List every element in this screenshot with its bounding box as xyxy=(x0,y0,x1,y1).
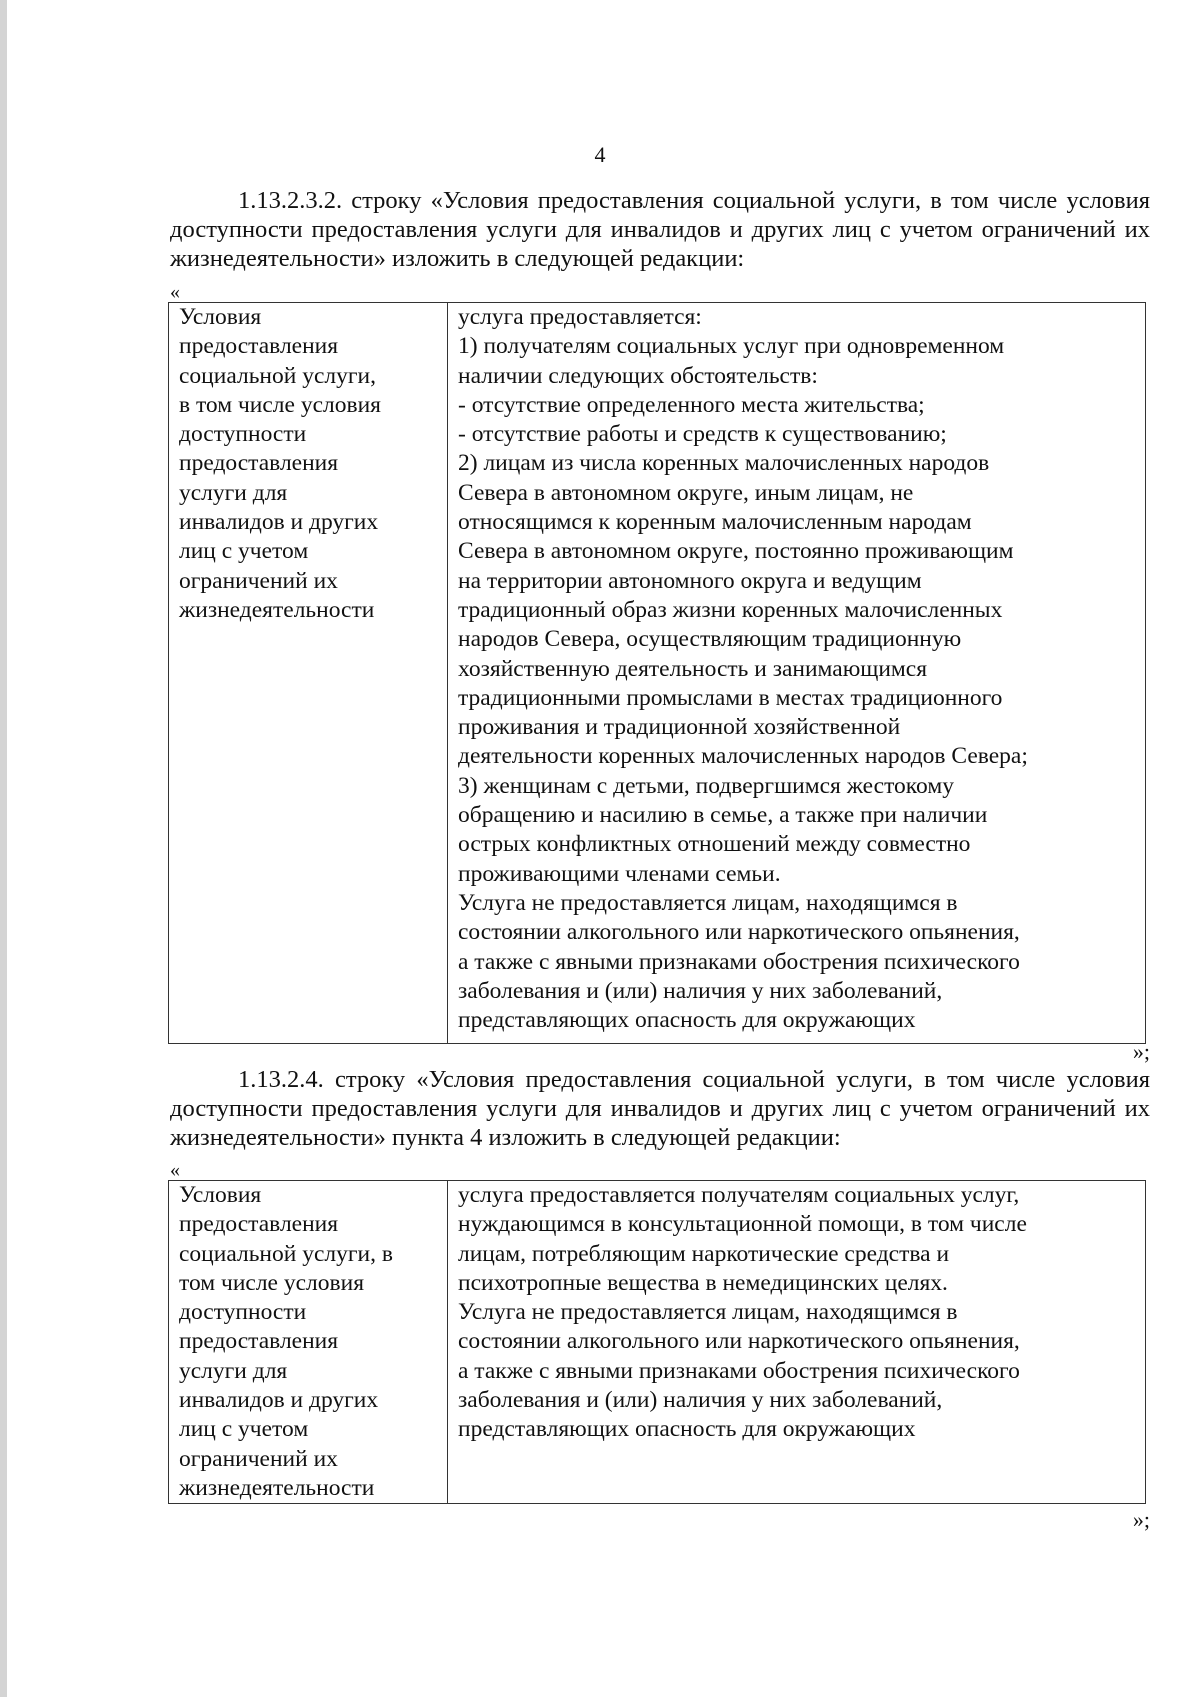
section1-close-quote: »; xyxy=(1132,1039,1150,1064)
right-line: заболевания и (или) наличия у них заболеваний, xyxy=(458,977,943,1004)
left-line: предоставления xyxy=(179,450,339,477)
left-line: доступности xyxy=(179,1299,307,1326)
section2-close-quote: »; xyxy=(1132,1507,1150,1532)
left-line: предоставления xyxy=(179,333,339,360)
right-line: 1) получателям социальных услуг при одновременном xyxy=(458,333,1005,360)
left-line: ограничений их xyxy=(179,1445,338,1472)
page-number: 4 xyxy=(594,142,606,167)
left-line: в том числе условия xyxy=(179,391,381,418)
section1-open-quote: « xyxy=(170,281,180,303)
right-line: народов Севера, осуществляющим традиционную xyxy=(458,626,962,653)
right-line: 2) лицам из числа коренных малочисленных народов xyxy=(458,450,990,477)
left-line: Условия xyxy=(179,1182,262,1208)
right-line: Услуга не предоставляется лицам, находящимся в xyxy=(458,889,958,916)
right-line: услуга предоставляется: xyxy=(458,304,702,330)
left-line: лиц с учетом xyxy=(179,1416,309,1443)
section2-intro: 1.13.2.4. строку «Условия предоставления социальной услуги, в том числе условия доступности предоставления услуги для инвалидов и других лиц с учетом ограничений их жизнедеятельности» пункта 4 изложить в следующей редакции: xyxy=(170,1066,1150,1151)
right-line: - отсутствие определенного места жительства; xyxy=(458,391,925,418)
section2-left-cell xyxy=(169,1181,448,1504)
section1-table xyxy=(168,302,1146,1044)
table-row xyxy=(169,1181,1146,1504)
right-line: проживания и традиционной хозяйственной xyxy=(458,714,901,741)
right-line: а также с явными признаками обострения психического xyxy=(458,1357,1020,1384)
left-line: социальной услуги, xyxy=(179,362,376,389)
right-line: традиционными промыслами в местах традиционного xyxy=(458,684,1003,711)
left-line: жизнедеятельности xyxy=(179,596,375,623)
section2-right-cell xyxy=(448,1181,1146,1504)
left-line: предоставления xyxy=(179,1328,339,1355)
left-line: социальной услуги, в xyxy=(179,1240,393,1267)
right-line: представляющих опасность для окружающих xyxy=(458,1007,916,1034)
right-line: относящимся к коренным малочисленным народам xyxy=(458,509,972,536)
right-line: Севера в автономном округе, иным лицам, не xyxy=(458,479,914,506)
right-line: проживающими членами семьи. xyxy=(458,860,781,887)
table-row xyxy=(169,303,1146,1044)
section1-intro: 1.13.2.3.2. строку «Условия предоставления социальной услуги, в том числе условия доступности предоставления услуги для инвалидов и других лиц с учетом ограничений их жизнедеятельности» изложить в следующей редакции: xyxy=(170,187,1150,272)
section1-right-cell xyxy=(448,303,1146,1044)
right-line: а также с явными признаками обострения психического xyxy=(458,948,1020,975)
right-line: 3) женщинам с детьми, подвергшимся жестокому xyxy=(458,772,954,799)
right-line: традиционный образ жизни коренных малочисленных xyxy=(458,596,1003,623)
right-line: деятельности коренных малочисленных народов Севера; xyxy=(458,743,1028,770)
right-line: Севера в автономном округе, постоянно проживающим xyxy=(458,538,1014,565)
left-line: инвалидов и других xyxy=(179,509,379,536)
left-line: услуги для xyxy=(179,479,288,506)
right-line: состоянии алкогольного или наркотического опьянения, xyxy=(458,1328,1020,1355)
left-line: предоставления xyxy=(179,1211,339,1238)
scan-edge xyxy=(0,0,7,1697)
right-line: услуга предоставляется получателям социальных услуг, xyxy=(458,1182,1020,1208)
right-line: заболевания и (или) наличия у них заболеваний, xyxy=(458,1387,943,1414)
left-line: жизнедеятельности xyxy=(179,1474,375,1501)
right-line: острых конфликтных отношений между совместно xyxy=(458,831,971,858)
right-line: Услуга не предоставляется лицам, находящимся в xyxy=(458,1299,958,1326)
right-line: наличии следующих обстоятельств: xyxy=(458,362,818,389)
right-line: - отсутствие работы и средств к существованию; xyxy=(458,421,947,448)
left-line: Условия xyxy=(179,304,262,330)
left-line: инвалидов и других xyxy=(179,1387,379,1414)
right-line: психотропные вещества в немедицинских целях. xyxy=(458,1269,948,1296)
left-line: доступности xyxy=(179,421,307,448)
right-line: обращению и насилию в семье, а также при наличии xyxy=(458,802,988,829)
right-line: хозяйственную деятельность и занимающимся xyxy=(458,655,928,682)
right-line: состоянии алкогольного или наркотического опьянения, xyxy=(458,919,1020,946)
left-line: том числе условия xyxy=(179,1269,365,1296)
right-line: нуждающимся в консультационной помощи, в том числе xyxy=(458,1211,1027,1238)
section2-table xyxy=(168,1180,1146,1504)
section1-left-cell xyxy=(169,303,448,1044)
left-line: ограничений их xyxy=(179,567,338,594)
section2-open-quote: « xyxy=(170,1159,180,1181)
right-line: на территории автономного округа и ведущим xyxy=(458,567,922,594)
right-line: лицам, потребляющим наркотические средства и xyxy=(458,1240,950,1267)
right-line: представляющих опасность для окружающих xyxy=(458,1416,916,1443)
left-line: лиц с учетом xyxy=(179,538,309,565)
left-line: услуги для xyxy=(179,1357,288,1384)
